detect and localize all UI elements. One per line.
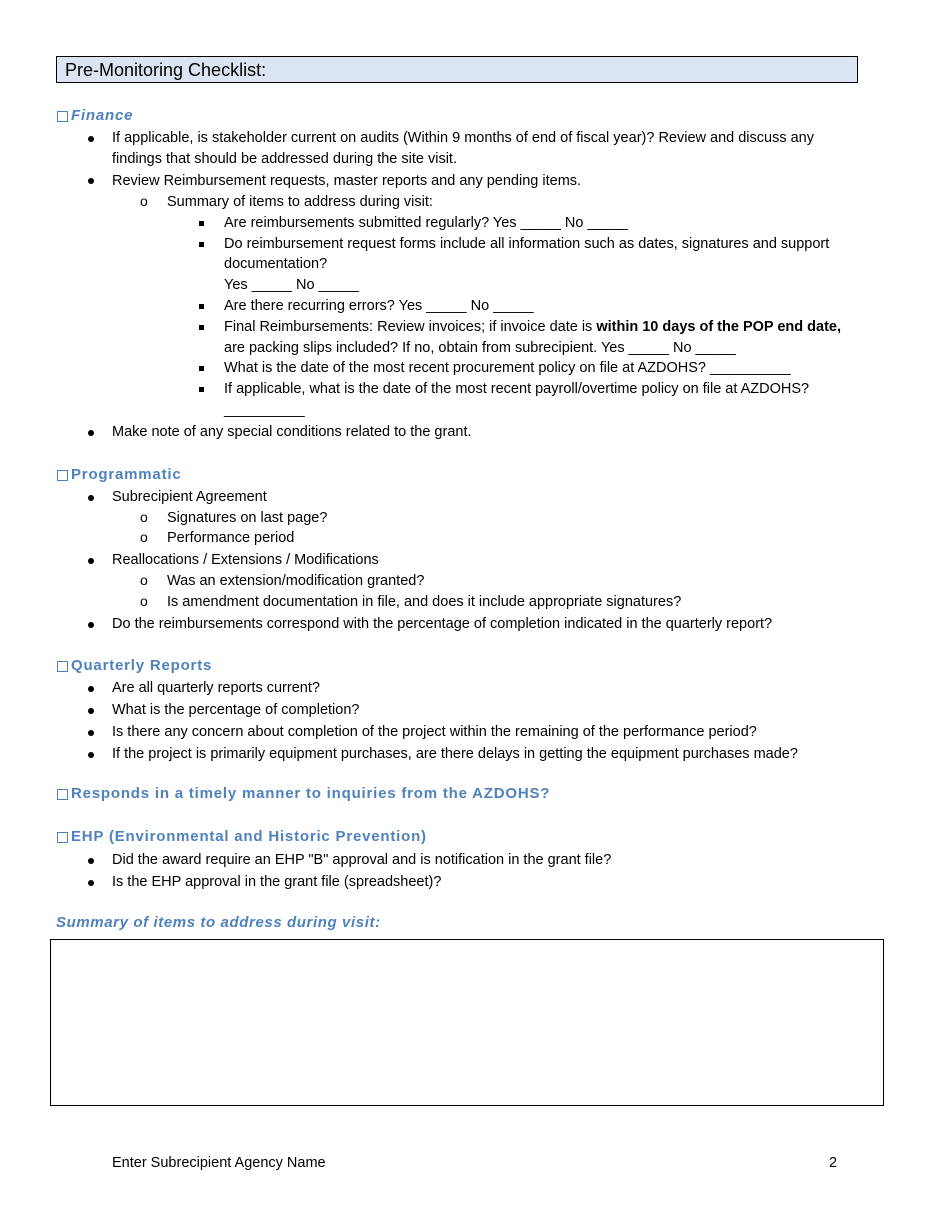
bullet-icon [88, 558, 94, 564]
quarterly-bullet-4: If the project is primarily equipment purchases, are there delays in getting the equipment purchases made? [112, 746, 798, 762]
programmatic-bullet-1-sub-2: Performance period [167, 530, 295, 546]
square-bullet-icon [199, 221, 204, 226]
bullet-icon [88, 880, 94, 886]
footer-agency-name[interactable]: Enter Subrecipient Agency Name [112, 1155, 326, 1171]
ehp-bullet-2: Is the EHP approval in the grant file (spreadsheet)? [112, 874, 442, 890]
bullet-icon [88, 430, 94, 436]
finance-item-5: What is the date of the most recent procurement policy on file at AZDOHS? __________ [224, 360, 791, 376]
bullet-icon [88, 136, 94, 142]
finance-item-2-line-1: Do reimbursement request forms include all information such as dates, signatures and support [224, 236, 830, 252]
hollow-bullet-icon: o [140, 529, 148, 545]
square-bullet-icon [199, 242, 204, 247]
bullet-icon [88, 495, 94, 501]
bullet-icon [88, 686, 94, 692]
square-bullet-icon [199, 325, 204, 330]
hollow-bullet-icon: o [140, 509, 148, 525]
hollow-bullet-icon: o [140, 593, 148, 609]
quarterly-bullet-2: What is the percentage of completion? [112, 702, 360, 718]
programmatic-section-heading [57, 466, 181, 484]
programmatic-bullet-3: Do the reimbursements correspond with the percentage of completion indicated in the quarterly report? [112, 616, 773, 632]
responds-checkbox[interactable] [57, 789, 68, 800]
bullet-icon [88, 178, 94, 184]
finance-bullet-2: Review Reimbursement requests, master reports and any pending items. [112, 173, 582, 189]
programmatic-bullet-2-sub-2: Is amendment documentation in file, and does it include appropriate signatures? [167, 594, 682, 610]
quarterly-bullet-1: Are all quarterly reports current? [112, 680, 320, 696]
programmatic-bullet-2-sub-1: Was an extension/modification granted? [167, 573, 425, 589]
ehp-section-heading [57, 828, 427, 846]
finance-bullet-3: Make note of any special conditions related to the grant. [112, 424, 472, 440]
finance-sub-1: Summary of items to address during visit: [167, 194, 433, 210]
square-bullet-icon [199, 304, 204, 309]
bullet-icon [88, 752, 94, 758]
programmatic-bullet-1: Subrecipient Agreement [112, 489, 267, 505]
finance-item-6-line-1: If applicable, what is the date of the most recent payroll/overtime policy on file at AZDOHS? [224, 381, 810, 397]
summary-heading: Summary of items to address during visit: [56, 914, 381, 931]
finance-item-2-line-3: Yes _____ No _____ [224, 277, 359, 293]
hollow-bullet-icon: o [140, 572, 148, 588]
finance-bullet-1-line-1: If applicable, is stakeholder current on audits (Within 9 months of end of fiscal year)? Review and discuss any [112, 130, 814, 146]
quarterly-heading-label: Quarterly Reports [71, 657, 213, 674]
bullet-icon [88, 858, 94, 864]
ehp-bullet-1: Did the award require an EHP "B" approval and is notification in the grant file? [112, 852, 612, 868]
responds-section-heading [57, 785, 550, 803]
finance-bullet-1-line-2: findings that should be addressed during the site visit. [112, 151, 457, 167]
square-bullet-icon [199, 387, 204, 392]
finance-item-4-line-2: are packing slips included? If no, obtain from subrecipient. Yes _____ No _____ [224, 340, 736, 356]
ehp-heading-label: EHP (Environmental and Historic Prevention) [71, 828, 427, 845]
bullet-icon [88, 708, 94, 714]
quarterly-section-heading [57, 657, 212, 675]
finance-checkbox[interactable] [57, 111, 68, 122]
bullet-icon [88, 622, 94, 628]
finance-item-2-line-2: documentation? [224, 256, 328, 272]
finance-item-3: Are there recurring errors? Yes _____ No _____ [224, 298, 534, 314]
summary-text-area[interactable] [50, 939, 884, 1106]
hollow-bullet-icon: o [140, 193, 148, 209]
programmatic-bullet-1-sub-1: Signatures on last page? [167, 510, 328, 526]
ehp-checkbox[interactable] [57, 832, 68, 843]
programmatic-heading-label: Programmatic [71, 466, 182, 483]
responds-heading-label: Responds in a timely manner to inquiries from the AZDOHS? [71, 785, 551, 802]
finance-item-4-line-1: Final Reimbursements: Review invoices; if invoice date is within 10 days of the POP end date, [224, 319, 842, 335]
page-number: 2 [829, 1155, 838, 1171]
programmatic-checkbox[interactable] [57, 470, 68, 481]
quarterly-bullet-3: Is there any concern about completion of the project within the remaining of the performance period? [112, 724, 757, 740]
finance-item-1: Are reimbursements submitted regularly? Yes _____ No _____ [224, 215, 628, 231]
bullet-icon [88, 730, 94, 736]
page-title: Pre-Monitoring Checklist: [56, 56, 858, 83]
finance-section-heading [57, 107, 133, 125]
square-bullet-icon [199, 366, 204, 371]
quarterly-checkbox[interactable] [57, 661, 68, 672]
programmatic-bullet-2: Reallocations / Extensions / Modifications [112, 552, 379, 568]
finance-item-6-line-2: __________ [224, 402, 305, 418]
finance-heading-label: Finance [71, 107, 134, 124]
